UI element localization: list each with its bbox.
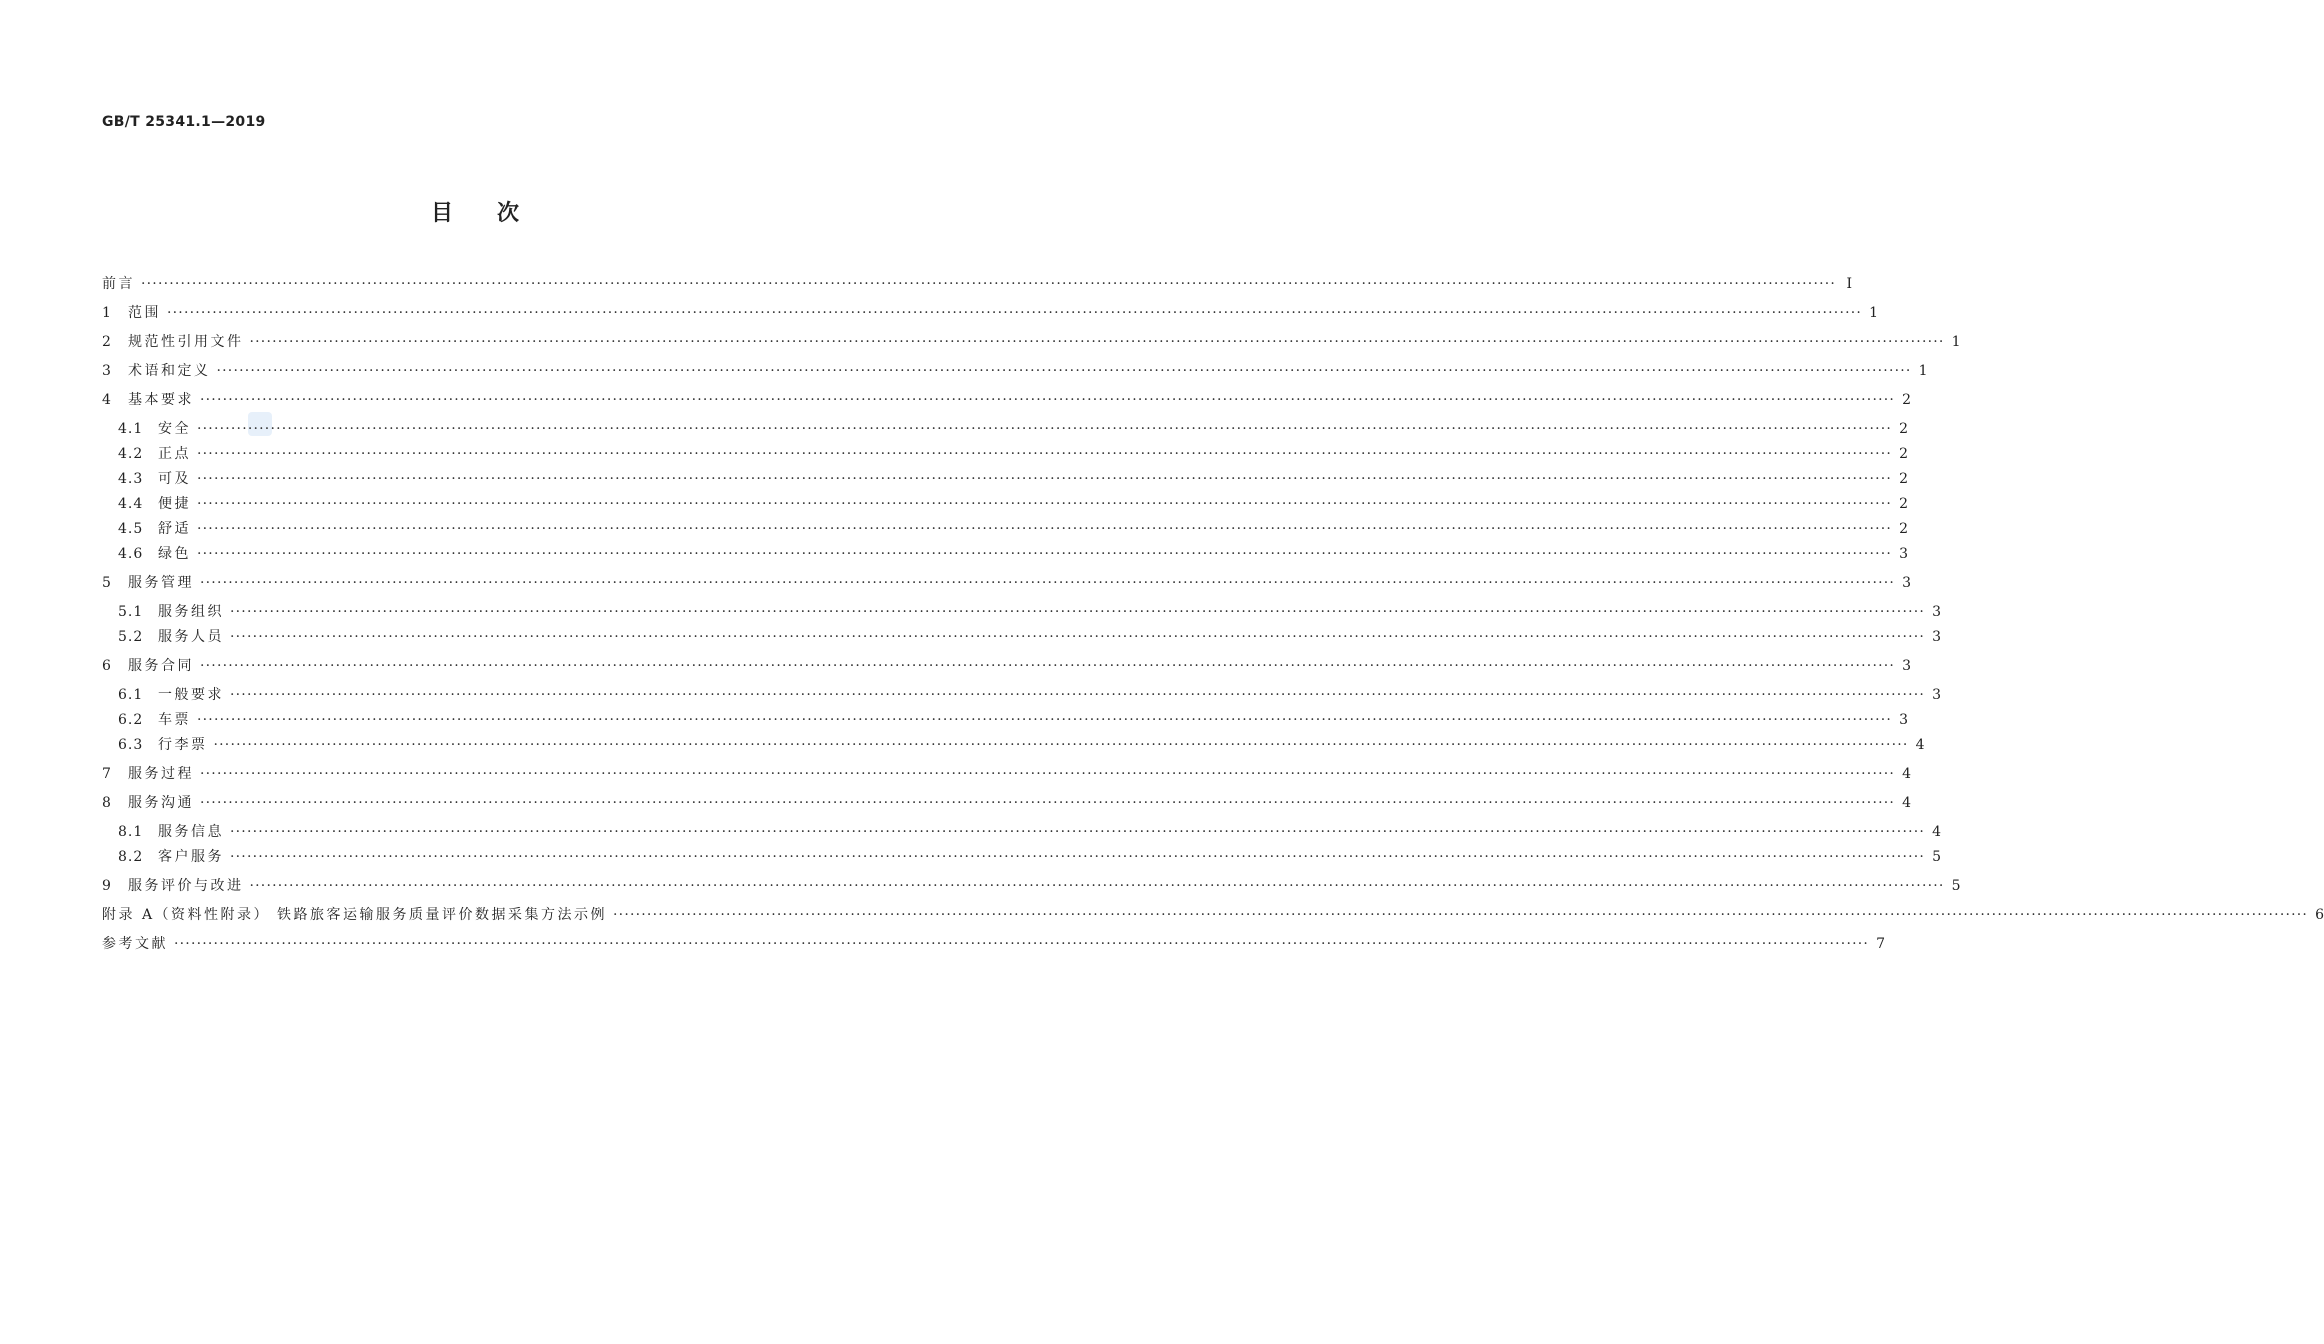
toc-entry-label: 行李票 — [158, 737, 208, 753]
toc-entry[interactable] — [102, 467, 1909, 489]
toc-entry[interactable] — [102, 492, 1909, 514]
toc-entry[interactable] — [102, 820, 1942, 842]
toc-entry-page: 2 — [1899, 496, 1909, 512]
toc-entry-label: 附录 A（资料性附录） 铁路旅客运输服务质量评价数据采集方法示例 — [102, 907, 608, 923]
toc-leader-dots: ············································································································································································································································································································ — [141, 276, 1837, 292]
toc-entry-label: 参考文献 — [102, 936, 168, 952]
toc-entry-label: 可及 — [158, 471, 191, 487]
toc-entry-number: 9 — [102, 878, 112, 894]
toc-leader-dots: ············································································································································································································································································································ — [213, 737, 1909, 753]
toc-entry-page: 2 — [1899, 471, 1909, 487]
toc-entry-page: 3 — [1899, 712, 1909, 728]
toc-entry-label: 安全 — [158, 421, 191, 437]
toc-entry-page: 2 — [1899, 446, 1909, 462]
toc-entry-number: 4.5 — [118, 521, 144, 537]
toc-entry-page: 1 — [1951, 334, 1961, 350]
toc-entry-page: 3 — [1902, 575, 1912, 591]
toc-leader-dots: ············································································································································································································································································································ — [230, 629, 1926, 645]
toc-entry[interactable] — [102, 571, 1912, 593]
toc-entry-label: 前言 — [102, 276, 135, 292]
toc-entry[interactable] — [102, 683, 1942, 705]
toc-entry[interactable] — [102, 625, 1942, 647]
toc-entry-number: 5.2 — [118, 629, 144, 645]
toc-entry[interactable] — [102, 417, 1909, 439]
toc-leader-dots: ············································································································································································································································································································ — [197, 471, 1893, 487]
toc-entry[interactable] — [102, 762, 1912, 784]
toc-entry-number: 4 — [102, 392, 112, 408]
toc-leader-dots: ············································································································································································································································································································ — [200, 575, 1896, 591]
toc-entry-number: 4.6 — [118, 546, 144, 562]
toc-entry-page: 5 — [1932, 849, 1942, 865]
toc-entry[interactable] — [102, 932, 1886, 954]
toc-leader-dots: ············································································································································································································································································································ — [167, 305, 1863, 321]
toc-entry-number: 4.1 — [118, 421, 144, 437]
toc-entry-number: 8.1 — [118, 824, 144, 840]
toc-leader-dots: ············································································································································································································································································································ — [200, 658, 1896, 674]
toc-entry[interactable] — [102, 791, 1912, 813]
toc-leader-dots: ············································································································································································································································································································ — [200, 392, 1896, 408]
standard-code: GB/T 25341.1—2019 — [102, 114, 266, 130]
toc-entry[interactable] — [102, 542, 1909, 564]
toc-leader-dots: ············································································································································································································································································································ — [174, 936, 1870, 952]
toc-entry[interactable] — [102, 359, 1928, 381]
toc-entry-label: 服务信息 — [158, 824, 224, 840]
toc-leader-dots: ············································································································································································································································································································ — [197, 712, 1893, 728]
toc-leader-dots: ············································································································································································································································································································ — [230, 687, 1926, 703]
toc-entry-label: 客户服务 — [158, 849, 224, 865]
toc-entry-number: 6.1 — [118, 687, 144, 703]
toc-entry-number: 6.3 — [118, 737, 144, 753]
toc-entry[interactable] — [102, 600, 1942, 622]
toc-leader-dots: ············································································································································································································································································································ — [197, 521, 1893, 537]
toc-leader-dots: ············································································································································································································································································································ — [249, 878, 1945, 894]
toc-leader-dots: ············································································································································································································································································································ — [200, 795, 1896, 811]
toc-entry[interactable] — [102, 330, 1961, 352]
toc-entry-label: 便捷 — [158, 496, 191, 512]
toc-entry-number: 1 — [102, 305, 112, 321]
toc-leader-dots: ············································································································································································································································································································ — [197, 546, 1893, 562]
toc-entry-label: 范围 — [128, 305, 161, 321]
toc-entry-page: 4 — [1915, 737, 1925, 753]
toc-entry-number: 6.2 — [118, 712, 144, 728]
toc-entry-label: 基本要求 — [128, 392, 194, 408]
toc-entry-page: 5 — [1951, 878, 1961, 894]
toc-entry-page: 2 — [1902, 392, 1912, 408]
toc-entry-number: 4.3 — [118, 471, 144, 487]
toc-entry-label: 服务组织 — [158, 604, 224, 620]
toc-leader-dots: ············································································································································································································································································································ — [230, 849, 1926, 865]
toc-entry-number: 4.4 — [118, 496, 144, 512]
toc-entry-label: 正点 — [158, 446, 191, 462]
toc-leader-dots: ············································································································································································································································································································ — [197, 446, 1893, 462]
toc-entry-number: 7 — [102, 766, 112, 782]
toc-entry-page: 3 — [1932, 604, 1942, 620]
toc-leader-dots: ············································································································································································································································································································ — [249, 334, 1945, 350]
toc-entry-number: 8 — [102, 795, 112, 811]
toc-entry[interactable] — [102, 654, 1912, 676]
toc-entry[interactable] — [102, 301, 1879, 323]
toc-entry[interactable] — [102, 272, 1853, 294]
toc-entry[interactable] — [102, 874, 1961, 896]
toc-entry-page: 3 — [1899, 546, 1909, 562]
toc-entry-label: 车票 — [158, 712, 191, 728]
toc-entry-label: 服务人员 — [158, 629, 224, 645]
toc-entry-page: Ⅰ — [1846, 276, 1853, 292]
toc-entry-page: 4 — [1932, 824, 1942, 840]
toc-entry-label: 服务评价与改进 — [128, 878, 244, 894]
toc-entry-number: 5 — [102, 575, 112, 591]
toc-leader-dots: ············································································································································································································································································································ — [197, 421, 1893, 437]
toc-entry[interactable] — [102, 903, 2324, 925]
toc-entry-page: 4 — [1902, 795, 1912, 811]
toc-entry-page: 3 — [1932, 687, 1942, 703]
toc-entry[interactable] — [102, 733, 1925, 755]
toc-entry-label: 舒适 — [158, 521, 191, 537]
toc-leader-dots: ············································································································································································································································································································ — [200, 766, 1896, 782]
toc-entry-number: 8.2 — [118, 849, 144, 865]
toc-entry-number: 4.2 — [118, 446, 144, 462]
toc-entry-page: 6 — [2315, 907, 2324, 923]
toc-entry[interactable] — [102, 708, 1909, 730]
toc-entry-page: 7 — [1876, 936, 1886, 952]
toc-entry[interactable] — [102, 845, 1942, 867]
toc-leader-dots: ············································································································································································································································································································ — [197, 496, 1893, 512]
toc-entry-label: 术语和定义 — [128, 363, 211, 379]
toc-entry-label: 一般要求 — [158, 687, 224, 703]
toc-entry-page: 2 — [1899, 521, 1909, 537]
toc-entry-label: 绿色 — [158, 546, 191, 562]
toc-entry[interactable] — [102, 388, 1912, 410]
toc-entry-number: 3 — [102, 363, 112, 379]
toc-entry[interactable] — [102, 442, 1909, 464]
toc-entry-label: 服务过程 — [128, 766, 194, 782]
toc-entry-page: 3 — [1932, 629, 1942, 645]
toc-entry-number: 5.1 — [118, 604, 144, 620]
toc-entry-label: 规范性引用文件 — [128, 334, 244, 350]
toc-entry-page: 2 — [1899, 421, 1909, 437]
toc-entry-page: 3 — [1902, 658, 1912, 674]
page-title: 目次 — [430, 201, 563, 226]
toc-leader-dots: ············································································································································································································································································································ — [230, 604, 1926, 620]
toc-entry-label: 服务沟通 — [128, 795, 194, 811]
toc-entry-page: 1 — [1869, 305, 1879, 321]
toc-entry-number: 2 — [102, 334, 112, 350]
toc-leader-dots: ············································································································································································································································································································ — [613, 907, 2309, 923]
toc-entry[interactable] — [102, 517, 1909, 539]
toc-entry-label: 服务管理 — [128, 575, 194, 591]
toc-entry-page: 1 — [1918, 363, 1928, 379]
toc-entry-number: 6 — [102, 658, 112, 674]
toc-entry-page: 4 — [1902, 766, 1912, 782]
toc-entry-label: 服务合同 — [128, 658, 194, 674]
toc-leader-dots: ············································································································································································································································································································ — [230, 824, 1926, 840]
toc-leader-dots: ············································································································································································································································································································ — [216, 363, 1912, 379]
